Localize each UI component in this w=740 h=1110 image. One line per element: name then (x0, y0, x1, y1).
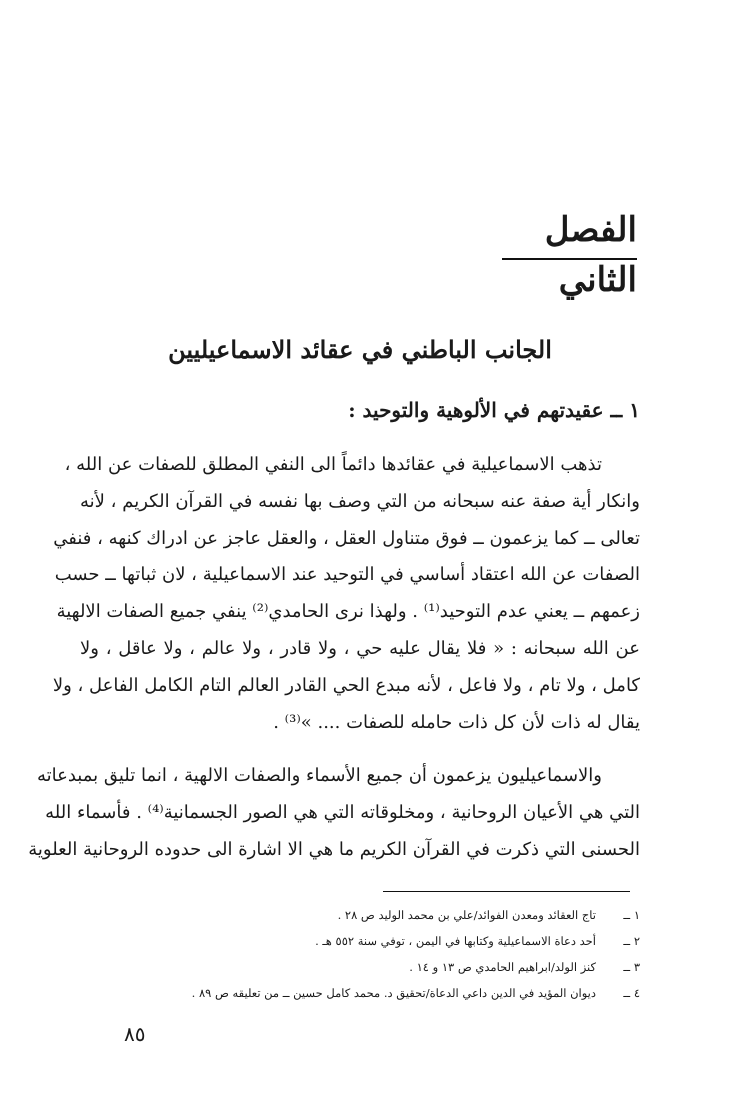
chapter-title-underline (502, 258, 637, 260)
chapter-title: الفصل الثاني (544, 210, 637, 300)
paragraph-line: التي هي الأعيان الروحانية ، ومخلوقاته التي هي الصور الجسمانية⁽⁴⁾ . فأسماء الله (45, 801, 640, 823)
page-number: ٨٥ (124, 1022, 146, 1046)
paragraph-line: يقال له ذات لأن كل ذات حامله للصفات .... »⁽³⁾ . (273, 711, 640, 733)
footnotes (100, 902, 640, 1006)
paragraph-2 (28, 758, 640, 868)
paragraph-1 (52, 447, 640, 741)
footnote-number: ٢ ــ (623, 934, 640, 948)
paragraph-line: الصفات عن الله اعتقاد أساسي في التوحيد عند الاسماعيلية ، لان ثباتها ــ حسب (54, 564, 640, 586)
footnote (100, 902, 640, 928)
footnote-text: أحد دعاة الاسماعيلية وكتابها في اليمن ، توفي سنة ٥٥٢ هـ . (315, 934, 596, 948)
footnote-number: ٤ ــ (623, 986, 640, 1000)
footnote-text: تاج العقائد ومعدن الفوائد/علي بن محمد الوليد ص ٢٨ . (337, 908, 596, 922)
paragraph-line: زعمهم ــ يعني عدم التوحيد⁽¹⁾ . ولهذا نرى الحامدي⁽²⁾ ينفي جميع الصفات الالهية (56, 601, 640, 623)
section-title: الجانب الباطني في عقائد الاسماعيليين (168, 335, 552, 364)
footnote-number: ٣ ــ (623, 960, 640, 974)
paragraph-line: والاسماعيليون يزعمون أن جميع الأسماء والصفات الالهية ، انما تليق بمبدعاته (36, 765, 602, 786)
paragraph-line: عن الله سبحانه : « فلا يقال عليه حي ، ولا قادر ، ولا عالم ، ولا عاقل ، ولا (80, 637, 640, 659)
footnote (100, 928, 640, 954)
paragraph-line: تذهب الاسماعيلية في عقائدها دائماً الى النفي المطلق للصفات عن الله ، (64, 454, 602, 475)
footnote (100, 980, 640, 1006)
paragraph-line: وانكار أية صفة عنه سبحانه من التي وصف بها نفسه في القرآن الكريم ، لأنه (80, 490, 640, 512)
paragraph-line: تعالى ــ كما يزعمون ــ فوق متناول العقل ، والعقل عاجز عن ادراك كنهه ، فنفي (53, 527, 640, 549)
footnote (100, 954, 640, 980)
footnote-text: كنز الولد/ابراهيم الحامدي ص ١٣ و ١٤ . (409, 960, 596, 974)
footnote-separator (383, 891, 630, 892)
footnote-number: ١ ــ (623, 908, 640, 922)
footnote-text: ديوان المؤيد في الدين داعي الدعاة/تحقيق د. محمد كامل حسين ــ من تعليقه ص ٨٩ . (191, 986, 596, 1000)
subsection-heading: ١ ــ عقيدتهم في الألوهية والتوحيد : (348, 398, 640, 422)
paragraph-line: الحسنى التي ذكرت في القرآن الكريم ما هي الا اشارة الى حدوده الروحانية العلوية (28, 838, 640, 860)
paragraph-line: كامل ، ولا تام ، ولا فاعل ، لأنه مبدع الحي القادر العالم التام الكامل الفاعل ، ولا (52, 674, 640, 696)
